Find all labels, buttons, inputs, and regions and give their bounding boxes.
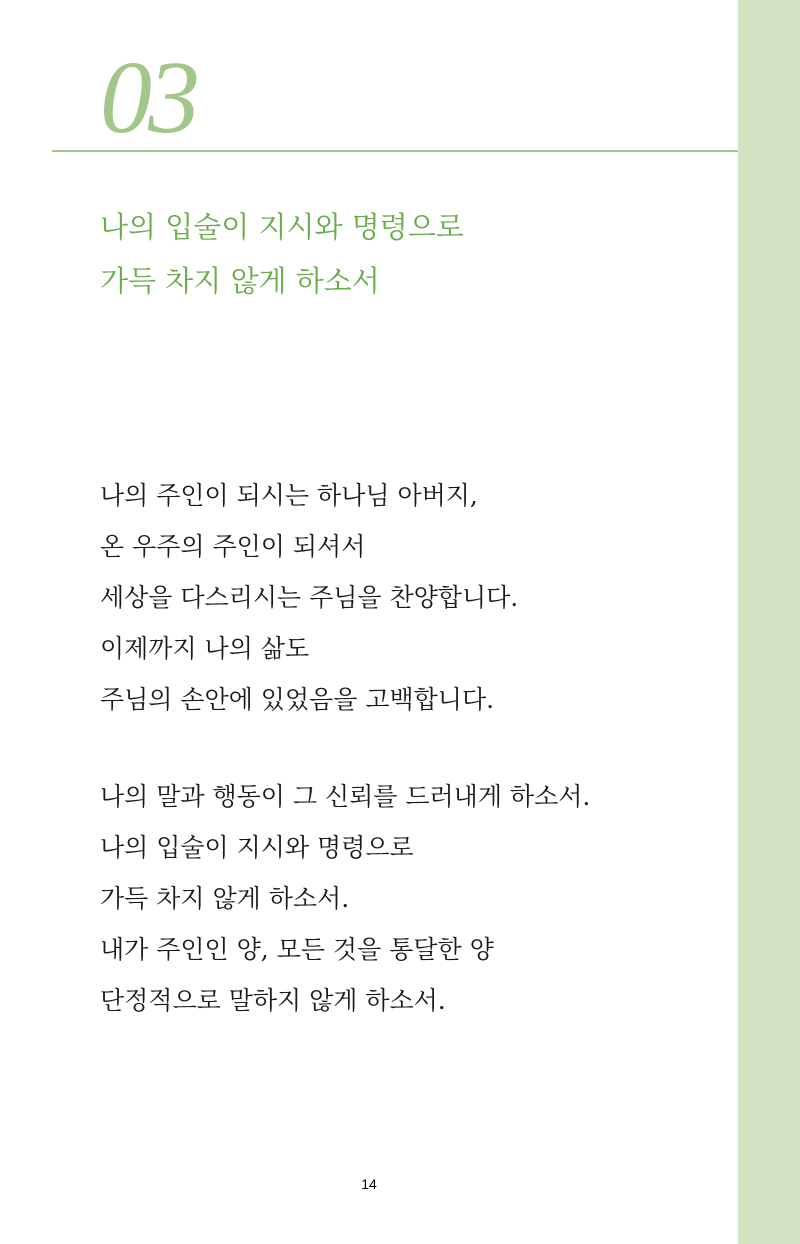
side-color-strip <box>738 0 800 1244</box>
text-line: 이제까지 나의 삶도 <box>100 634 310 663</box>
chapter-title-line: 가득 차지 않게 하소서 <box>100 264 380 298</box>
text-line: 나의 입술이 지시와 명령으로 <box>100 833 414 862</box>
text-line: 세상을 다스리시는 주님을 찬양합니다. <box>100 583 519 612</box>
text-line: 가득 차지 않게 하소서. <box>100 884 350 913</box>
text-line: 온 우주의 주인이 되셔서 <box>100 532 366 561</box>
chapter-divider <box>52 150 738 152</box>
chapter-title <box>100 200 464 308</box>
page-number: 14 <box>361 1176 377 1192</box>
text-line: 내가 주인인 양, 모든 것을 통달한 양 <box>100 935 494 964</box>
text-line: 나의 주인이 되시는 하나님 아버지, <box>100 481 478 510</box>
text-line: 나의 말과 행동이 그 신뢰를 드러내게 하소서. <box>100 782 591 811</box>
stanza-1 <box>100 476 720 731</box>
text-line: 주님의 손안에 있었음을 고백합니다. <box>100 685 495 714</box>
text-line: 단정적으로 말하지 않게 하소서. <box>100 986 446 1015</box>
stanza-2 <box>100 777 720 1032</box>
chapter-title-line: 나의 입술이 지시와 명령으로 <box>100 210 464 244</box>
prayer-text <box>100 476 720 1032</box>
chapter-number: 03 <box>100 40 196 155</box>
